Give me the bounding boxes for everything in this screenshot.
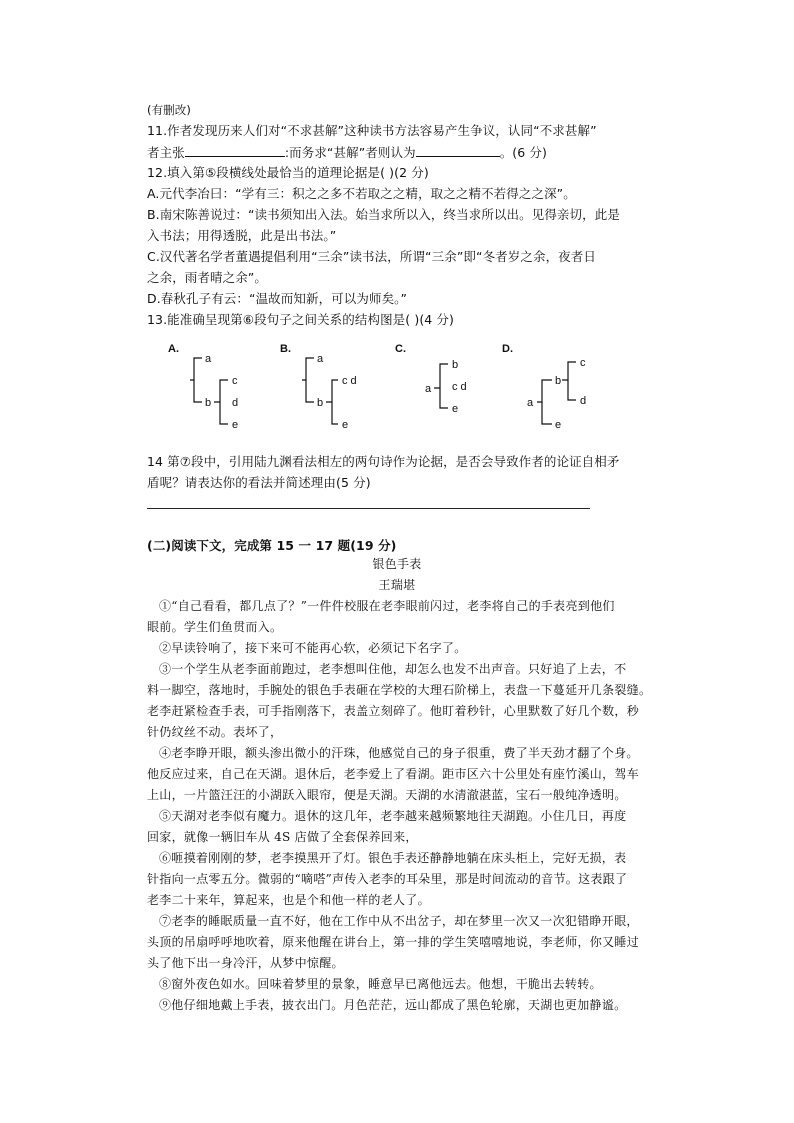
article-line: ②早读铃响了，接下来可不能再心软，必须记下名字了。 — [159, 641, 467, 655]
article-line: ⑤天湖对老李似有魔力。退休的这几年，老李越来越频繁地往天湖跑。小住几日，再度 — [159, 809, 627, 823]
diagram-b-bracket-2 — [326, 380, 338, 424]
diagram-d-bracket-1 — [537, 380, 552, 424]
question-13: 13.能准确呈现第⑥段句子之间关系的结构图是( )(4 分) — [147, 312, 454, 327]
diagram-d-b: b — [555, 375, 562, 387]
article-line: 老李赶紧检查手表，可手指刚落下，表盖立刻碎了。他盯着秒针，心里默数了好几个数，秒 — [147, 704, 640, 718]
article-title: 银色手表 — [372, 557, 422, 571]
article-line: ③一个学生从老李面前跑过，老李想叫住他，却怎么也发不出声音。只好追了上去，不 — [159, 662, 627, 676]
diagram-b-e: e — [342, 419, 349, 430]
diagram-c-bracket — [434, 364, 448, 408]
diagram-b-b: b — [317, 397, 324, 409]
diagram-a-d: d — [232, 397, 239, 409]
section-2-heading: (二)阅读下文，完成第 15 一 17 题(19 分) — [147, 538, 397, 553]
article-line: ⑨他仔细地戴上手表，披衣出门。月色茫茫，远山都成了黑色轮廓，天湖也更加静谧。 — [159, 998, 627, 1012]
article-line: 回家，就像一辆旧车从 4S 店做了全套保养回来， — [147, 830, 418, 844]
question-14-line-2: 盾呢？请表达你的看法并简述理由(5 分) — [147, 475, 371, 490]
structure-diagram-svg — [150, 340, 610, 430]
diagram-b-a: a — [317, 353, 324, 365]
q12-option-c-line-1: C.汉代著名学者董遇提倡利用“三余”读书法，所谓“三余”即“冬者岁之余，夜者日 — [147, 249, 596, 264]
q11-text-b: :而务求“甚解”者则认为 — [284, 145, 416, 160]
article-author: 王瑞堪 — [378, 578, 416, 592]
diagram-d-label[interactable]: D. — [502, 343, 513, 355]
question-14-line-1: 14 第⑦段中，引用陆九渊看法相左的两句诗作为论据，是否会导致作者的论证自相矛 — [147, 454, 620, 469]
diagram-a-b: b — [205, 397, 212, 409]
article-line: 针仍纹丝不动。表坏了， — [147, 725, 283, 739]
diagram-c-cd: c d — [452, 381, 467, 393]
diagram-d-bracket-2 — [562, 362, 576, 400]
article-line: 头顶的吊扇呼呼地吹着，原来他醒在讲台上，第一排的学生笑嘻嘻地说，李老师，你又睡过 — [147, 935, 640, 949]
diagram-a-c: c — [232, 375, 238, 387]
question-11-line-2 — [147, 144, 547, 161]
article-line: ⑦老李的睡眠质量一直不好，他在工作中从不出岔子，却在梦里一次又一次犯错睁开眼， — [159, 914, 639, 928]
diagram-a-bracket-1 — [190, 358, 202, 402]
diagram-a-bracket-2 — [214, 380, 228, 424]
article-line: 头了他下出一身冷汗，从梦中惊醒。 — [147, 956, 344, 970]
article-line: 料一脚空，落地时，手腕处的银色手表砸在学校的大理石阶梯上，表盘一下蔓延开几条裂缝。 — [147, 683, 652, 697]
diagram-c-e: e — [452, 403, 459, 415]
q11-answer-blank-2[interactable] — [416, 144, 500, 157]
q12-option-c-line-2: 之余，雨者晴之余”。 — [147, 270, 267, 285]
article-line: ⑥咂摸着刚刚的梦，老李摸黑开了灯。银色手表还静静地躺在床头柜上，完好无损，表 — [159, 851, 627, 865]
diagram-c-b: b — [452, 359, 459, 371]
q14-answer-line[interactable] — [147, 508, 590, 509]
diagram-d-c: c — [580, 357, 586, 369]
article-line: 他反应过来，自己在天湖。退休后，老李爱上了看湖。距市区六十公里处有座竹溪山，驾车 — [147, 767, 640, 781]
q11-answer-blank-1[interactable] — [185, 144, 285, 157]
diagram-c-label[interactable]: C. — [395, 343, 406, 355]
article-line: ⑧窗外夜色如水。回味着梦里的景象，睡意早已离他远去。他想，干脆出去转转。 — [159, 977, 602, 991]
structure-diagrams — [150, 340, 610, 430]
diagram-c-a: a — [425, 383, 432, 395]
diagram-d-a: a — [527, 397, 534, 409]
q12-option-b-line-1: B.南宋陈善说过：“读书须知出入法。始当求所以入，终当求所以出。见得亲切，此是 — [147, 207, 620, 222]
diagram-a-e: e — [232, 419, 239, 430]
article-line: 眼前。学生们鱼贯而入。 — [147, 620, 283, 634]
article-line: 老李二十来年，算起来，也是个和他一样的老人了。 — [147, 893, 430, 907]
q12-option-a: A.元代李冶曰：“学有三：积之之多不若取之之精，取之之精不若得之之深”。 — [147, 186, 576, 201]
q12-option-b-line-2: 入书法；用得透脱，此是出书法。” — [147, 228, 337, 243]
article-line: ①“自己看看，都几点了？”一件件校服在老李眼前闪过，老李将自己的手表亮到他们 — [159, 599, 615, 613]
q11-text-c: 。(6 分) — [499, 145, 547, 160]
article-line: ④老李睁开眼，额头渗出微小的汗珠，他感觉自己的身子很重，费了半天劲才翻了个身。 — [159, 746, 639, 760]
diagram-a-a: a — [205, 353, 212, 365]
diagram-d-e: e — [555, 419, 562, 430]
diagram-b-label[interactable]: B. — [280, 343, 291, 355]
diagram-d-d: d — [580, 395, 587, 407]
diagram-a-label[interactable]: A. — [168, 343, 179, 355]
q12-option-d: D.春秋孔子有云：“温故而知新，可以为师矣。” — [147, 291, 408, 306]
q11-text-a: 者主张 — [147, 145, 185, 160]
question-12: 12.填入第⑤段横线处最恰当的道理论据是( )(2 分) — [147, 165, 429, 180]
question-11-line-1: 11.作者发现历来人们对“不求甚解”这种读书方法容易产生争议，认同“不求甚解” — [147, 123, 597, 138]
article-line: 上山，一片篮汪汪的小湖跃入眼帘，便是天湖。天湖的水清澈湛蓝，宝石一般纯净透明。 — [147, 788, 627, 802]
diagram-b-cd: c d — [342, 375, 357, 387]
diagram-b-bracket-1 — [302, 358, 314, 402]
source-note: (有删改) — [147, 103, 191, 117]
article-line: 针指向一点零五分。微弱的“嘀嗒”声传入老李的耳朵里，那是时间流动的音节。这表跟了 — [147, 872, 628, 886]
